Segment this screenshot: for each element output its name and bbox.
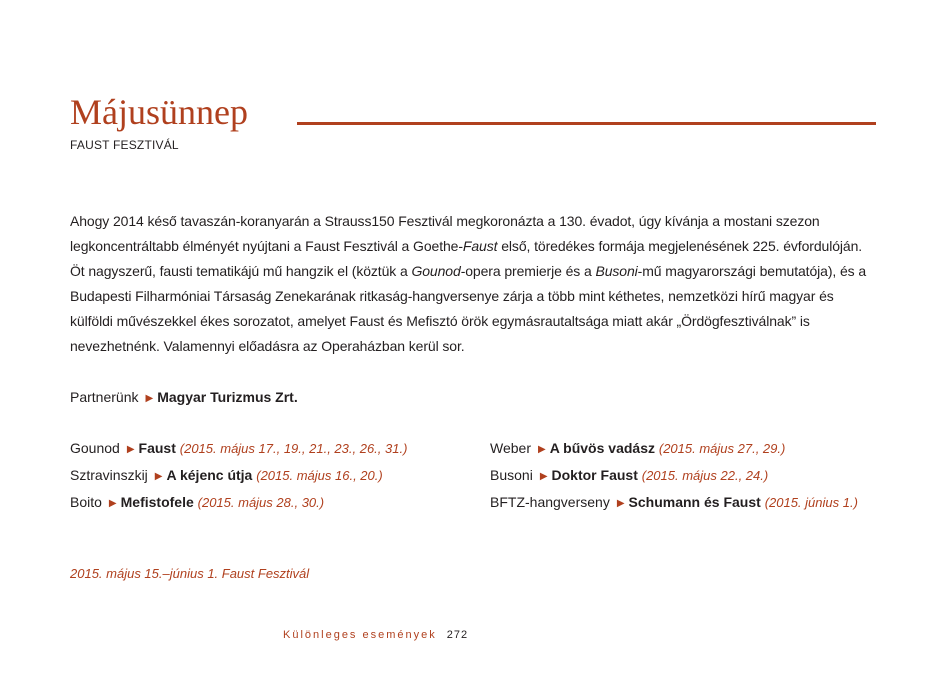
triangle-right-icon: ▶ [108,498,117,509]
event-dates: (2015. május 16., 20.) [256,468,383,483]
intro-paragraph [70,209,876,359]
event-dates: (2015. június 1.) [764,495,858,510]
intro-text-1: Ahogy 2014 késő tavaszán-koranyarán a Strauss150 Fesztivál megkoronázta a 130. évadot, úgy kívánja a mostani szezon legkoncentráltabb élményét nyújtani a Faust Fesztivál a Goethe- [70,213,820,254]
event-composer: Weber [490,440,531,456]
triangle-right-icon: ▶ [539,471,548,482]
intro-emphasis-gounod: Gounod [411,263,461,279]
event-work: A kéjenc útja [166,467,253,483]
event-work: Schumann és Faust [628,494,761,510]
partner-line [70,386,298,411]
event-composer: BFTZ-hangverseny [490,494,610,510]
intro-emphasis-busoni: Busoni [595,263,638,279]
title-row [70,92,876,132]
triangle-right-icon: ▶ [537,444,546,455]
partner-label: Partnerünk [70,389,139,405]
event-item [70,463,407,490]
triangle-right-icon: ▶ [154,471,163,482]
event-dates: (2015. május 28., 30.) [197,495,325,510]
festival-dates: 2015. május 15.–június 1. Faust Fesztivál [70,566,310,581]
event-dates: (2015. május 27., 29.) [658,441,786,456]
page-number: 272 [446,629,469,641]
intro-text-4: -mű magyarországi bemutatója), és a Budapesti Filharmóniai Társaság Zenekarának ritkaság-hangversenye zárja a több mint kéthetes, nemzetközi hírű magyar és külföldi művészekkel ékes sorozatot, amelyet Faust és Mefisztó örök egymásrautaltsága miatt akár „Ördögfesztiválnak” is nevezhetnénk. Valamennyi előadásra az Operaházban kerül sor. [70,263,867,354]
event-dates: (2015. május 17., 19., 21., 23., 26., 31.) [179,441,408,456]
event-item [490,463,858,490]
page-subtitle: FAUST FESZTIVÁL [70,138,179,152]
event-work: Doktor Faust [551,467,638,483]
event-composer: Gounod [70,440,120,456]
event-item [70,490,407,517]
event-item [70,436,407,463]
event-item [490,490,858,517]
intro-emphasis-faust: Faust [462,238,498,254]
page-footer [283,627,468,643]
events-left-column [70,436,407,517]
event-work: A bűvös vadász [549,440,655,456]
event-composer: Sztravinszkij [70,467,148,483]
intro-text-3: -opera premierje és a [460,263,596,279]
triangle-right-icon: ▶ [616,498,625,509]
triangle-right-icon: ▶ [145,393,154,404]
title-rule [297,122,876,125]
intro-text-2: első, töredékes formája megjelenésének 225. évfordulóján. Öt nagyszerű, fausti tematikájú mű hangzik el (köztük a [70,238,863,279]
events-right-column [490,436,858,517]
page-title: Májusünnep [70,92,248,132]
event-dates: (2015. május 22., 24.) [641,468,769,483]
event-work: Faust [138,440,176,456]
partner-name: Magyar Turizmus Zrt. [157,389,298,405]
event-work: Mefistofele [120,494,194,510]
event-composer: Boito [70,494,102,510]
event-item [490,436,858,463]
footer-section-name: Különleges események [283,629,437,641]
triangle-right-icon: ▶ [126,444,135,455]
event-composer: Busoni [490,467,533,483]
